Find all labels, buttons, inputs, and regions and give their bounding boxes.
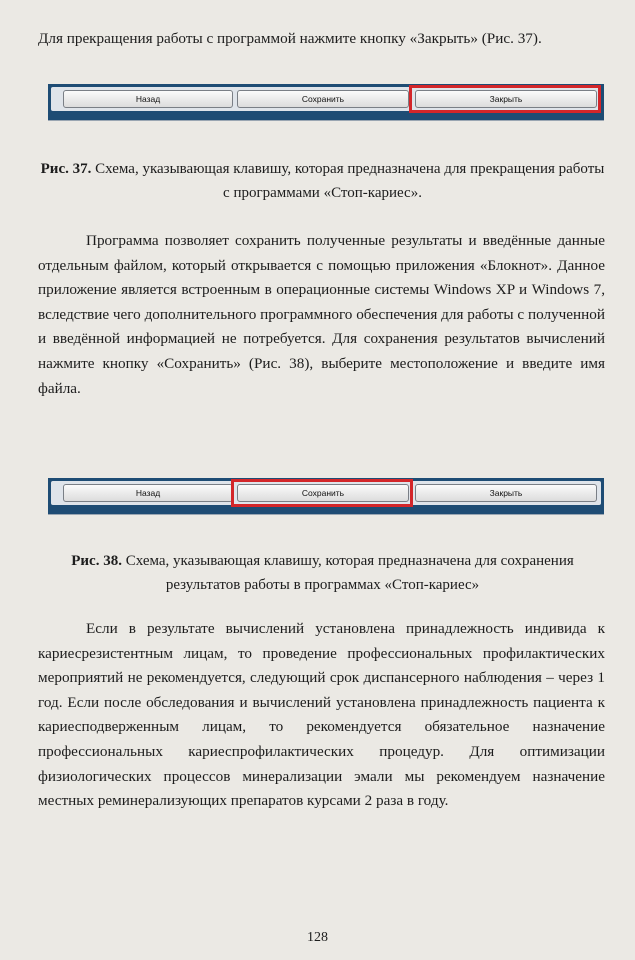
toolbar-panel: [51, 481, 601, 505]
close-button[interactable]: Закрыть: [415, 484, 597, 502]
figure-38-toolbar: [48, 478, 604, 514]
figure-38-caption-text: Схема, указывающая клавишу, которая предназначена для сохранения результатов работы в программах «Стоп-кариес»: [121, 553, 574, 593]
close-button-highlight: [409, 85, 601, 113]
page-number: 128: [307, 930, 328, 945]
paragraph-recommendations: Если в результате вычислений установлена принадлежность индивида к кариесрезистентным лицам, то проведение профессиональных профилактических мероприятий не рекомендуется, следующий срок диспансерного наблюдения – через 1 год. Если после обследования и вычислений установлена принадлежность пациента к кариесподверженным лицам, то рекомендуется обязательное назначение профессиональных кариеспрофилактических процедур. Для оптимизации физиологических процессов минерализации эмали мы рекомендуем назначение местных реминерализующих препаратов курсами 2 раза в году.: [38, 620, 605, 810]
figure-37-toolbar: [48, 84, 604, 120]
close-button[interactable]: Закрыть: [415, 90, 597, 108]
figure-37-caption: [40, 157, 605, 205]
figure-38-caption: [40, 549, 605, 597]
back-button[interactable]: Назад: [63, 484, 233, 502]
save-button[interactable]: Сохранить: [237, 90, 409, 108]
save-button[interactable]: Сохранить: [237, 484, 409, 502]
figure-37-number: Рис. 37.: [40, 161, 92, 177]
toolbar-panel: [51, 87, 601, 111]
paragraph-save-description: Программа позволяет сохранить полученные результаты и введённые данные отдельным файлом, который открывается с помощью приложения «Блокнот». Данное приложение является встроенным в операционные системы Windows XP и Windows 7, вследствие чего дополнительного программного обеспечения для работы с полученной и введённой информацией не потребуется. Для сохранения результатов вычислений нажмите кнопку «Сохранить» (Рис. 38), выберите местоположение и введите имя файла.: [38, 232, 605, 397]
paragraph-close-instruction: Для прекращения работы с программой нажмите кнопку «Закрыть» (Рис. 37).: [38, 30, 542, 47]
figure-38-number: Рис. 38.: [71, 553, 122, 569]
save-button-highlight: [231, 479, 413, 507]
figure-37-caption-text: Схема, указывающая клавишу, которая предназначена для прекращения работы с программами «Стоп-кариес».: [91, 161, 605, 201]
back-button[interactable]: Назад: [63, 90, 233, 108]
